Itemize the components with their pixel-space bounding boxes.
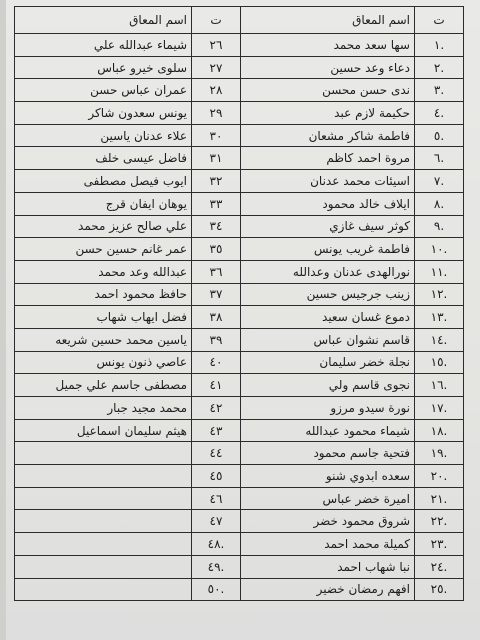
row-number-cell: ٢٦ — [192, 34, 241, 57]
row-number-cell: .١٤ — [415, 328, 464, 351]
row-name-cell: شيماء محمود عبدالله — [241, 419, 415, 442]
row-name-cell: شيماء عبدالله علي — [15, 34, 192, 57]
row-number-cell: ٣٤ — [192, 215, 241, 238]
row-number-cell: ٣٠ — [192, 124, 241, 147]
row-name-cell: حافظ محمود احمد — [15, 283, 192, 306]
row-number-cell: .٦ — [415, 147, 464, 170]
row-number-cell: ٢٩ — [192, 102, 241, 125]
row-name-cell — [15, 487, 192, 510]
row-name-cell: فاطمة غريب يونس — [241, 238, 415, 261]
row-name-cell: عبدالله وعد محمد — [15, 260, 192, 283]
row-number-cell: .١٨ — [415, 419, 464, 442]
row-number-cell: ٢٧ — [192, 56, 241, 79]
row-number-cell: .٥٠ — [192, 578, 241, 601]
row-name-cell: اسيئات محمد عدنان — [241, 170, 415, 193]
row-number-cell: ٢٨ — [192, 79, 241, 102]
row-name-cell: دعاء وعد حسين — [241, 56, 415, 79]
row-number-cell: ٤٦ — [192, 487, 241, 510]
table-row — [15, 465, 464, 488]
table-row — [15, 510, 464, 533]
table-row — [15, 306, 464, 329]
row-name-cell: ندى حسن محسن — [241, 79, 415, 102]
table-row — [15, 56, 464, 79]
header-num-1: ت — [415, 7, 464, 34]
row-name-cell: فاضل عيسى خلف — [15, 147, 192, 170]
row-name-cell: عمران عباس حسن — [15, 79, 192, 102]
table-row — [15, 170, 464, 193]
row-number-cell: .٥ — [415, 124, 464, 147]
row-name-cell: سلوى خيرو عباس — [15, 56, 192, 79]
row-name-cell: شروق محمود خضر — [241, 510, 415, 533]
row-number-cell: ٤٥ — [192, 465, 241, 488]
row-name-cell: ياسين محمد حسين شريعه — [15, 328, 192, 351]
table-row — [15, 351, 464, 374]
table-row — [15, 238, 464, 261]
table-row — [15, 578, 464, 601]
row-name-cell: ايلاف خالد محمود — [241, 192, 415, 215]
row-number-cell: ٣٣ — [192, 192, 241, 215]
row-number-cell: ٣٦ — [192, 260, 241, 283]
row-name-cell: نبا شهاب احمد — [241, 555, 415, 578]
row-name-cell: سعده ابدوي شنو — [241, 465, 415, 488]
row-name-cell — [15, 442, 192, 465]
table-row — [15, 147, 464, 170]
row-number-cell: .٨ — [415, 192, 464, 215]
row-name-cell: علي صالح عزيز محمد — [15, 215, 192, 238]
row-number-cell: .٤٨ — [192, 533, 241, 556]
table-row — [15, 555, 464, 578]
row-name-cell: مصطفى جاسم علي جميل — [15, 374, 192, 397]
row-name-cell: ايوب فيصل مصطفى — [15, 170, 192, 193]
row-number-cell: .١٩ — [415, 442, 464, 465]
row-number-cell: .٧ — [415, 170, 464, 193]
row-name-cell: اميرة خضر عباس — [241, 487, 415, 510]
row-name-cell: فاطمة شاكر مشعان — [241, 124, 415, 147]
row-number-cell: ٤٠ — [192, 351, 241, 374]
table-row — [15, 328, 464, 351]
row-name-cell: زينب جرجيس حسين — [241, 283, 415, 306]
row-name-cell: فتحية جاسم محمود — [241, 442, 415, 465]
table-row — [15, 79, 464, 102]
row-name-cell: نورالهدى عدنان وعدالله — [241, 260, 415, 283]
row-name-cell: نورة سيدو مرزو — [241, 397, 415, 420]
header-row — [15, 7, 464, 34]
row-number-cell: ٤٤ — [192, 442, 241, 465]
row-number-cell: ٤٢ — [192, 397, 241, 420]
disabled-persons-table — [14, 6, 464, 601]
row-number-cell: .١٦ — [415, 374, 464, 397]
row-number-cell: ٤٧ — [192, 510, 241, 533]
row-name-cell: علاء عدنان ياسين — [15, 124, 192, 147]
row-number-cell: .١٠ — [415, 238, 464, 261]
table-body — [15, 34, 464, 601]
row-name-cell: محمد مجيد جبار — [15, 397, 192, 420]
row-number-cell: .٩ — [415, 215, 464, 238]
row-name-cell: كوثر سيف غازي — [241, 215, 415, 238]
row-number-cell: .١٥ — [415, 351, 464, 374]
table-row — [15, 124, 464, 147]
row-number-cell: .٢٠ — [415, 465, 464, 488]
table-row — [15, 397, 464, 420]
row-number-cell: .٣ — [415, 79, 464, 102]
row-number-cell: ٣١ — [192, 147, 241, 170]
row-name-cell: عاصي ذنون يونس — [15, 351, 192, 374]
row-name-cell: قاسم نشوان عباس — [241, 328, 415, 351]
row-name-cell: عمر غانم حسين حسن — [15, 238, 192, 261]
row-number-cell: .٢٢ — [415, 510, 464, 533]
row-name-cell: فضل ايهاب شهاب — [15, 306, 192, 329]
row-number-cell: ٣٢ — [192, 170, 241, 193]
row-number-cell: .٢٤ — [415, 555, 464, 578]
row-name-cell: افهم رمضان خضير — [241, 578, 415, 601]
row-number-cell: .١١ — [415, 260, 464, 283]
row-number-cell: .١٢ — [415, 283, 464, 306]
table-row — [15, 192, 464, 215]
row-number-cell: .١٣ — [415, 306, 464, 329]
header-num-2: ت — [192, 7, 241, 34]
row-number-cell: ٣٧ — [192, 283, 241, 306]
row-name-cell — [15, 555, 192, 578]
table-row — [15, 533, 464, 556]
row-number-cell: .١ — [415, 34, 464, 57]
row-number-cell: .١٧ — [415, 397, 464, 420]
row-name-cell — [15, 578, 192, 601]
row-number-cell: .٤٩ — [192, 555, 241, 578]
table-row — [15, 260, 464, 283]
row-number-cell: ٣٩ — [192, 328, 241, 351]
row-number-cell: ٤٣ — [192, 419, 241, 442]
row-name-cell — [15, 510, 192, 533]
row-name-cell: كميلة محمد احمد — [241, 533, 415, 556]
table-row — [15, 215, 464, 238]
page-edge — [0, 0, 6, 640]
row-name-cell: هيثم سليمان اسماعيل — [15, 419, 192, 442]
row-name-cell — [15, 465, 192, 488]
table-row — [15, 487, 464, 510]
row-number-cell: .٢ — [415, 56, 464, 79]
table-row — [15, 102, 464, 125]
header-name-2: اسم المعاق — [15, 7, 192, 34]
table-row — [15, 419, 464, 442]
row-name-cell: نجلة خضر سليمان — [241, 351, 415, 374]
table-row — [15, 374, 464, 397]
row-name-cell: نجوى قاسم ولي — [241, 374, 415, 397]
row-name-cell: مروة احمد كاظم — [241, 147, 415, 170]
row-name-cell: يوهان ايفان قرج — [15, 192, 192, 215]
table-row — [15, 442, 464, 465]
row-number-cell: .٢٥ — [415, 578, 464, 601]
row-number-cell: ٣٨ — [192, 306, 241, 329]
row-name-cell: يونس سعدون شاكر — [15, 102, 192, 125]
row-number-cell: .٤ — [415, 102, 464, 125]
table-row — [15, 283, 464, 306]
table-row — [15, 34, 464, 57]
row-name-cell: حكيمة لازم عبد — [241, 102, 415, 125]
row-number-cell: ٤١ — [192, 374, 241, 397]
row-name-cell: سها سعد محمد — [241, 34, 415, 57]
row-number-cell: ٣٥ — [192, 238, 241, 261]
header-name-1: اسم المعاق — [241, 7, 415, 34]
row-name-cell — [15, 533, 192, 556]
row-number-cell: .٢٣ — [415, 533, 464, 556]
row-number-cell: .٢١ — [415, 487, 464, 510]
row-name-cell: دموع غسان سعيد — [241, 306, 415, 329]
